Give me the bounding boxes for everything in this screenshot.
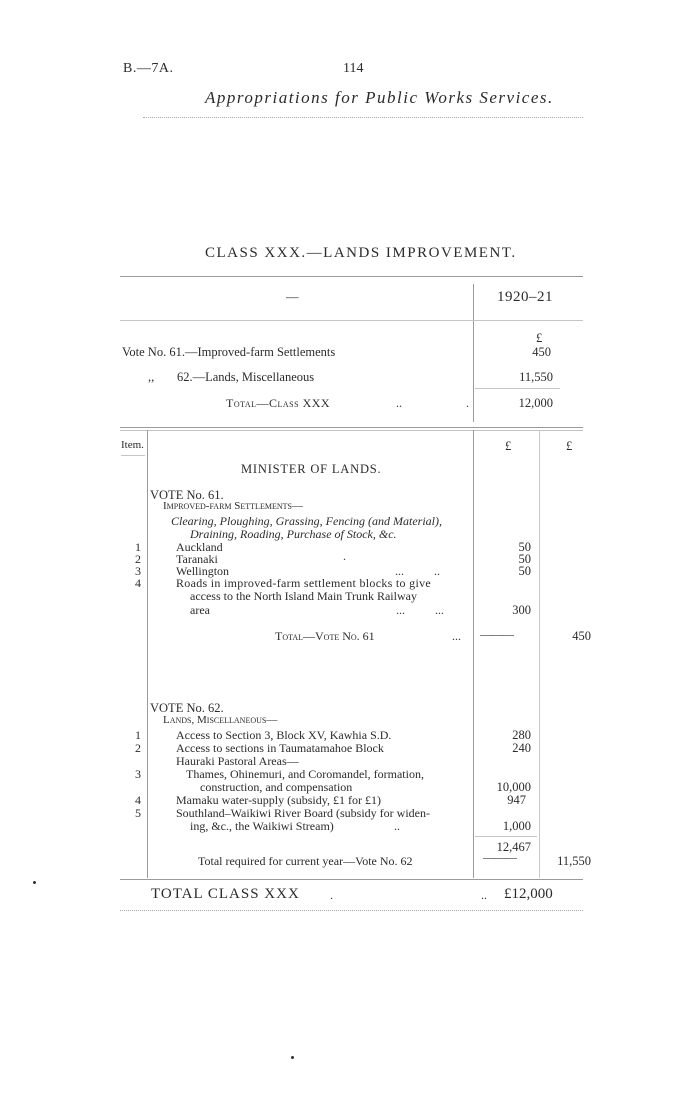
vote-61-item-1-number: 1 xyxy=(135,540,141,554)
vote-62-total-dash: ——— xyxy=(483,850,516,864)
summary-ditto-mark: ,, xyxy=(148,370,155,384)
print-speck xyxy=(33,881,36,884)
detail-amount-column-divider xyxy=(473,430,474,878)
summary-header-rule xyxy=(120,320,583,321)
total-column-currency: £ xyxy=(566,439,573,453)
vote-62-item-4-text: Mamaku water-supply (subsidy, £1 for £1) xyxy=(176,793,381,807)
amount-column-currency: £ xyxy=(505,439,512,453)
vote-61-description-line2: Draining, Roading, Purchase of Stock, &c. xyxy=(190,527,397,541)
vote-62-total-value: 11,550 xyxy=(557,854,591,868)
vote-62-item-3-text: Thames, Ohinemuri, and Coromandel, formation, xyxy=(186,767,424,781)
vote-62-total-label: Total required for current year—Vote No. 62 xyxy=(198,854,413,868)
vote-61-heading: VOTE No. 61. xyxy=(150,488,224,502)
vote-61-total-leader: ... xyxy=(452,629,461,643)
summary-row-vote-61: Vote No. 61.—Improved-farm Settlements xyxy=(122,345,336,359)
summary-top-rule xyxy=(120,276,583,277)
vote-62-item-5-value: 1,000 xyxy=(502,819,531,833)
detail-top-rule xyxy=(120,427,583,428)
summary-currency: £ xyxy=(536,331,543,345)
vote-62-item-2-number: 2 xyxy=(135,741,141,755)
vote-62-item-5-number: 5 xyxy=(135,806,141,820)
vote-61-item-4-value: 300 xyxy=(512,603,531,617)
document-reference: B.—7A. xyxy=(123,61,174,76)
summary-year-header: 1920–21 xyxy=(497,289,553,305)
vote-61-item-4-number: 4 xyxy=(135,576,141,590)
vote-62-item-3-number: 3 xyxy=(135,767,141,781)
vote-61-subheading: Improved-farm Settlements— xyxy=(163,500,303,512)
vote-61-item-3-leader: ... .. xyxy=(395,564,440,578)
vote-61-item-4-text: Roads in improved-farm settlement blocks to give xyxy=(176,576,432,590)
vote-62-item-2-text: Access to sections in Taumatamahoe Block xyxy=(176,741,384,755)
grand-total-bottom-rule xyxy=(120,910,583,911)
vote-62-subheading: Lands, Miscellaneous— xyxy=(163,714,278,726)
class-title: CLASS XXX.—LANDS IMPROVEMENT. xyxy=(205,245,517,261)
vote-62-item-1-number: 1 xyxy=(135,728,141,742)
summary-subtotal-rule xyxy=(475,388,560,389)
vote-61-item-3-value: 50 xyxy=(518,564,531,578)
hauraki-heading: Hauraki Pastoral Areas— xyxy=(176,754,299,768)
summary-total-leader: .. xyxy=(396,396,402,410)
vote-62-item-3-value: 10,000 xyxy=(496,780,531,794)
summary-total-value: 12,000 xyxy=(518,396,553,410)
vote-61-total-value: 450 xyxy=(572,629,591,643)
vote-62-item-2-value: 240 xyxy=(512,741,531,755)
vote-61-item-3-text: Wellington xyxy=(176,564,230,578)
vote-62-item-5-continuation: ing, &c., the Waikiwi Stream) xyxy=(190,819,334,833)
vote-62-item-5-text: Southland–Waikiwi River Board (subsidy for widen- xyxy=(176,806,430,820)
vote-61-item-4-leader: ... ... xyxy=(396,603,444,617)
summary-total-dot: . xyxy=(466,396,469,410)
vote-62-subtotal-rule xyxy=(475,836,537,837)
item-column-header: Item. xyxy=(121,439,144,451)
grand-total-top-rule xyxy=(120,879,583,880)
detail-item-column-divider xyxy=(147,430,148,878)
grand-total-dot: . xyxy=(330,888,333,902)
vote-62-subtotal: 12,467 xyxy=(496,840,531,854)
summary-row-vote-62-value: 11,550 xyxy=(519,370,553,384)
vote-61-item-2-number: 2 xyxy=(135,552,141,566)
vote-62-item-1-text: Access to Section 3, Block XV, Kawhia S.D. xyxy=(176,728,392,742)
vote-61-item-4-area: area xyxy=(190,603,210,617)
vote-62-item-5-leader: .. xyxy=(394,819,400,833)
vote-61-description-line1: Clearing, Ploughing, Grassing, Fencing (and Material), xyxy=(171,514,442,528)
grand-total-leader: .. xyxy=(481,888,487,902)
vote-62-item-1-value: 280 xyxy=(512,728,531,742)
page-number: 114 xyxy=(343,61,364,76)
vote-61-item-4-continuation: access to the North Island Main Trunk Railway xyxy=(190,589,417,603)
vote-61-item-2-text: Taranaki xyxy=(176,552,218,566)
page-subtitle: Appropriations for Public Works Services. xyxy=(205,88,554,107)
detail-top-rule-inner xyxy=(120,430,583,431)
vote-61-item-1-value: 50 xyxy=(518,540,531,554)
vote-62-item-4-number: 4 xyxy=(135,793,141,807)
summary-row-vote-61-value: 450 xyxy=(532,345,551,359)
vote-62-item-3-continuation: construction, and compensation xyxy=(200,780,353,794)
minister-heading: MINISTER OF LANDS. xyxy=(241,462,382,476)
vote-62-item-4-value: 947 xyxy=(507,793,526,807)
vote-61-total-dash: ——— xyxy=(480,627,513,641)
vote-61-item-1-text: Auckland xyxy=(176,540,223,554)
header-rule xyxy=(143,117,583,118)
vote-61-item-2-value: 50 xyxy=(518,552,531,566)
vote-61-total-label: Total—Vote No. 61 xyxy=(275,629,375,643)
summary-row-vote-62: 62.—Lands, Miscellaneous xyxy=(177,370,315,384)
vote-62-heading: VOTE No. 62. xyxy=(150,701,224,715)
summary-total-label: Total—Class XXX xyxy=(226,396,331,410)
vote-61-item-2-leader: . xyxy=(343,549,346,563)
summary-column-divider xyxy=(473,284,474,422)
detail-total-column-divider xyxy=(539,430,540,878)
grand-total-value: £12,000 xyxy=(504,886,553,902)
print-speck xyxy=(291,1056,294,1059)
vote-61-item-3-number: 3 xyxy=(135,564,141,578)
summary-header-dash: — xyxy=(286,290,299,304)
grand-total-label: TOTAL CLASS XXX xyxy=(151,886,300,902)
item-header-underline xyxy=(121,455,145,456)
